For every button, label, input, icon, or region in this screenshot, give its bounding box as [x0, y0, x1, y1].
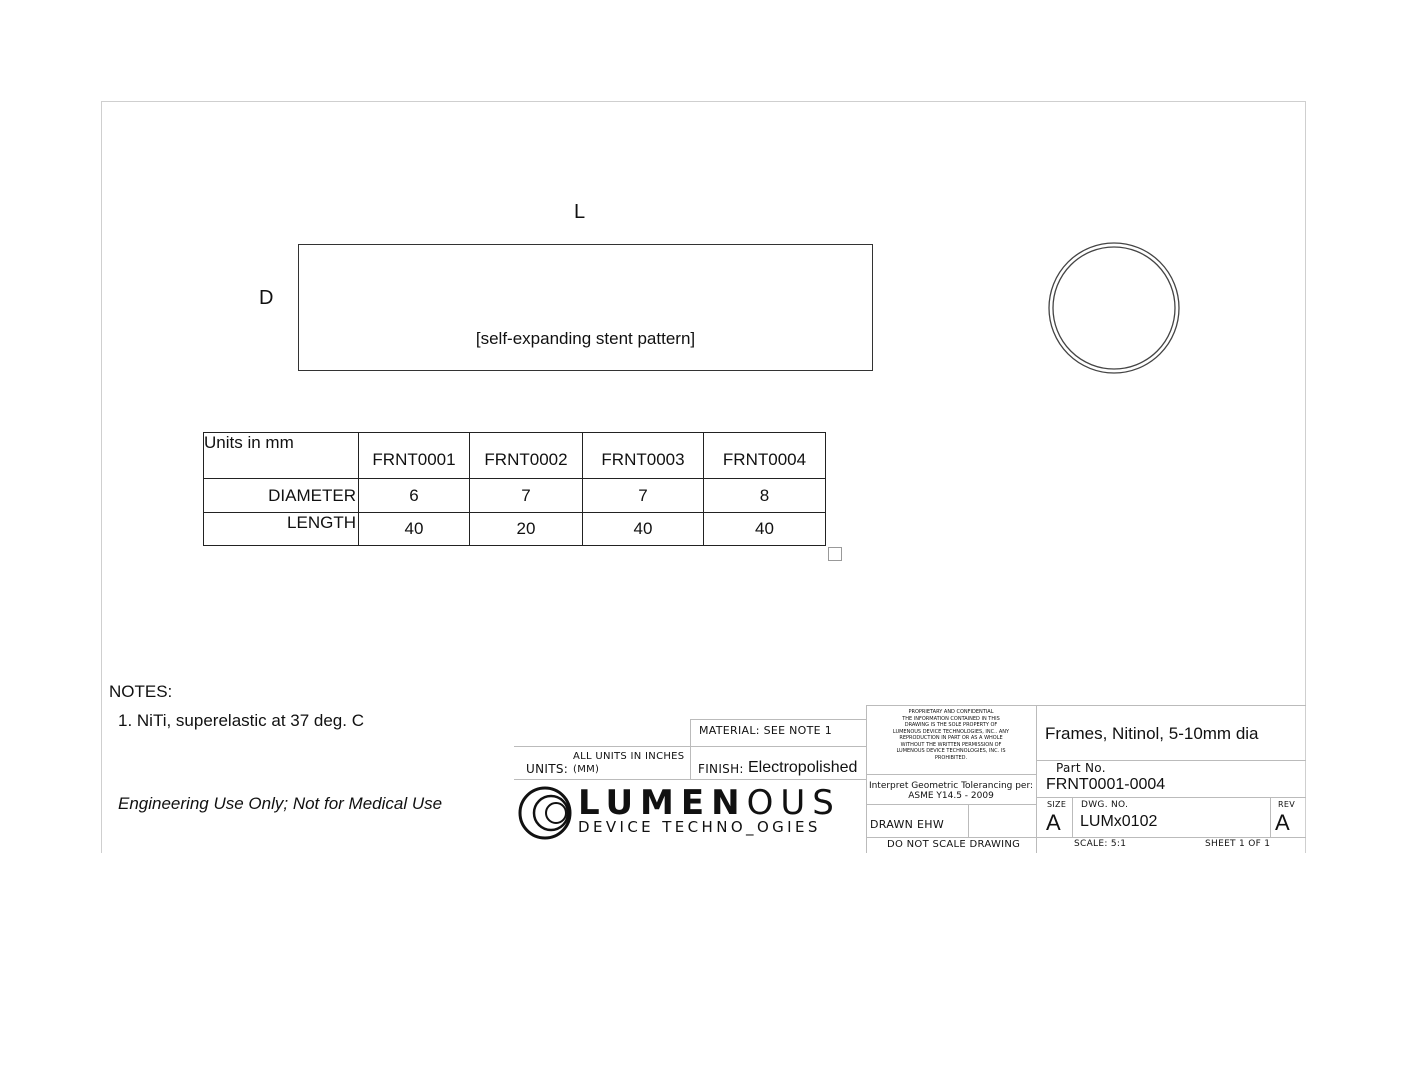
- logo-text-bold: LUMEN: [578, 783, 747, 823]
- finish-value: Electropolished: [748, 759, 858, 776]
- table-cell: 40: [704, 513, 826, 546]
- proprietary-line: WITHOUT THE WRITTEN PERMISSION OF: [900, 741, 1002, 748]
- row-label-length: LENGTH: [204, 513, 359, 546]
- proprietary-line: LUMENOUS DEVICE TECHNOLOGIES, INC. IS: [896, 748, 1006, 754]
- part-no-value: FRNT0001-0004: [1046, 776, 1166, 793]
- units-value-mm: (MM): [573, 764, 600, 775]
- row-label-diameter: DIAMETER: [204, 479, 359, 513]
- proprietary-line: THE INFORMATION CONTAINED IN THIS: [902, 715, 1000, 722]
- table-cell: 6: [359, 479, 470, 513]
- stent-pattern-text: [self-expanding stent pattern]: [475, 329, 696, 348]
- note-item: 1. NiTi, superelastic at 37 deg. C: [118, 711, 364, 730]
- units-header: Units in mm: [204, 433, 359, 479]
- table-cell: 7: [470, 479, 583, 513]
- size-label: SIZE: [1047, 800, 1067, 809]
- column-header: FRNT0002: [470, 433, 583, 479]
- disclaimer-text: Engineering Use Only; Not for Medical Use: [118, 794, 443, 813]
- table-cell: 8: [704, 479, 826, 513]
- logo-text-light: OUS: [746, 783, 841, 823]
- dwg-no-value: LUMx0102: [1080, 813, 1158, 830]
- table-cell: 20: [470, 513, 583, 546]
- drawn-by: DRAWN EHW: [870, 818, 944, 831]
- drawing-title: Frames, Nitinol, 5-10mm dia: [1045, 724, 1259, 743]
- column-header: FRNT0004: [704, 433, 826, 479]
- part-no-label: Part No.: [1056, 761, 1106, 775]
- stent-end-view: [1045, 240, 1185, 376]
- tolerancing-standard: ASME Y14.5 - 2009: [908, 791, 994, 801]
- scale-text: SCALE: 5:1: [1074, 839, 1127, 849]
- sheet-text: SHEET 1 OF 1: [1205, 839, 1271, 849]
- finish-label: FINISH:: [698, 762, 744, 776]
- proprietary-line: REPRODUCTION IN PART OR AS A WHOLE: [899, 735, 1003, 741]
- proprietary-line: PROPRIETARY AND CONFIDENTIAL: [908, 709, 994, 715]
- proprietary-line: DRAWING IS THE SOLE PROPERTY OF: [904, 722, 998, 728]
- table-cell: 40: [583, 513, 704, 546]
- notes-heading: NOTES:: [109, 682, 173, 701]
- tolerancing-line: Interpret Geometric Tolerancing per:: [868, 781, 1034, 791]
- table-resize-handle[interactable]: [828, 547, 842, 561]
- stent-side-view: [298, 244, 873, 371]
- dwg-no-label: DWG. NO.: [1081, 800, 1129, 810]
- material-text: MATERIAL: SEE NOTE 1: [699, 724, 833, 737]
- units-value: ALL UNITS IN INCHES: [573, 751, 685, 762]
- lumenous-logo-icon: [517, 785, 575, 841]
- do-not-scale: DO NOT SCALE DRAWING: [887, 839, 1021, 850]
- table-cell: 40: [359, 513, 470, 546]
- table-cell: 7: [583, 479, 704, 513]
- spec-table: [203, 432, 826, 546]
- length-label: L: [574, 201, 586, 223]
- diameter-label: D: [259, 287, 274, 309]
- units-label: UNITS:: [526, 762, 569, 776]
- tolerancing-note: [868, 781, 1034, 801]
- rev-label: REV: [1278, 800, 1295, 809]
- column-header: FRNT0003: [583, 433, 704, 479]
- logo-wordmark: [578, 783, 841, 823]
- proprietary-line: PROHIBITED.: [934, 754, 968, 761]
- proprietary-line: LUMENOUS DEVICE TECHNOLOGIES, INC.. ANY: [892, 728, 1010, 735]
- logo-subtitle: DEVICE TECHNO_OGIES: [578, 818, 821, 836]
- proprietary-notice: [868, 709, 1034, 761]
- size-value: A: [1046, 810, 1061, 835]
- column-header: FRNT0001: [359, 433, 470, 479]
- rev-value: A: [1275, 810, 1290, 835]
